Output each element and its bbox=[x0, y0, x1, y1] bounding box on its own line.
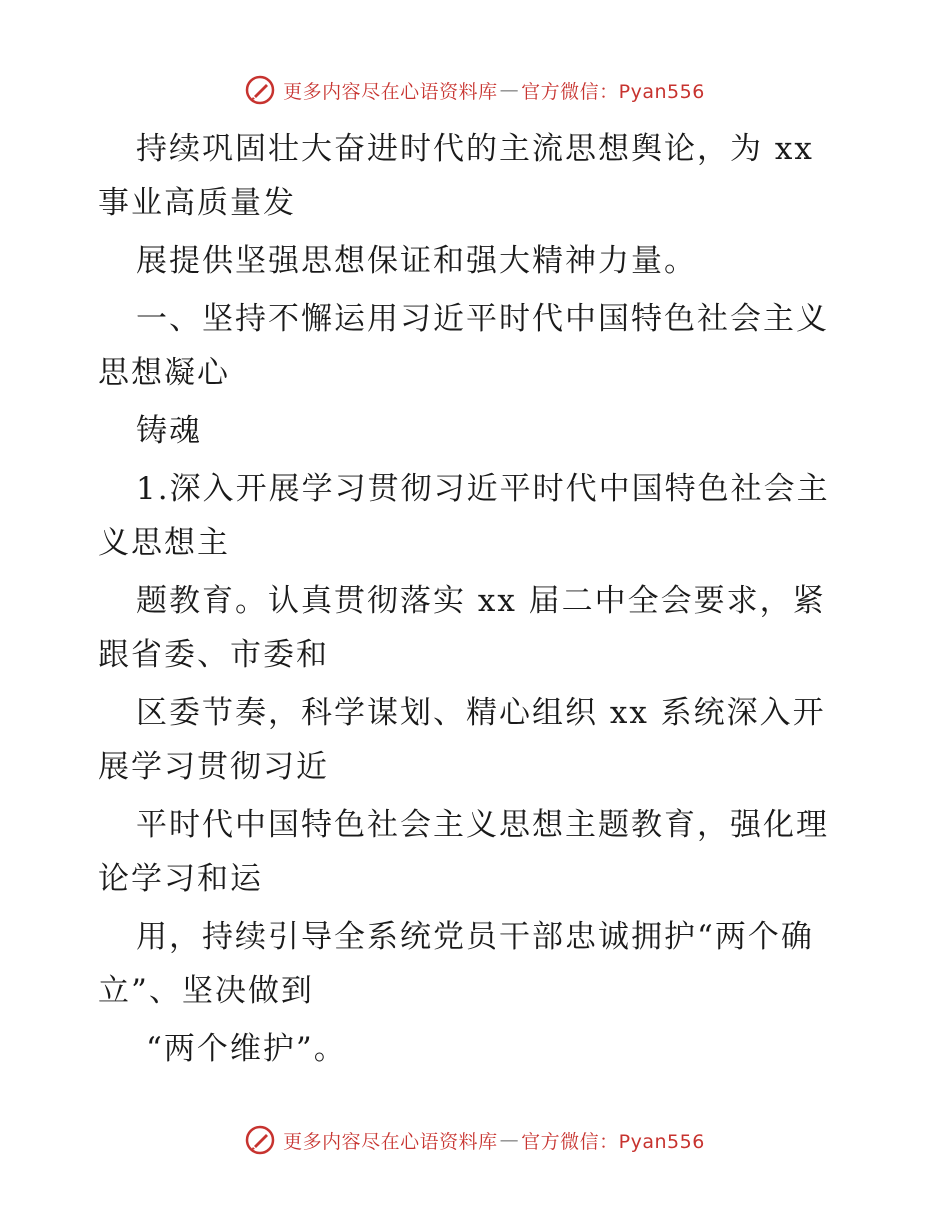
paragraph-line: 用，持续引导全系统党员干部忠诚拥护“两个确 bbox=[136, 919, 814, 955]
paragraph-line: 平时代中国特色社会主义思想主题教育，强化理 bbox=[136, 807, 829, 843]
paragraph-line: 展学习贯彻习近 bbox=[98, 749, 329, 785]
banner-suffix: 官方微信：Pyan556 bbox=[521, 80, 705, 103]
banner-dash: — bbox=[499, 1129, 520, 1151]
paragraph-line: 1.深入开展学习贯彻习近平时代中国特色社会主 bbox=[136, 471, 830, 507]
section-heading-line: 思想凝心 bbox=[98, 355, 230, 391]
footer-banner bbox=[0, 1120, 950, 1160]
header-banner bbox=[0, 70, 950, 110]
quill-logo-icon bbox=[245, 1125, 275, 1155]
paragraph-line: 区委节奏，科学谋划、精心组织 xx 系统深入开 bbox=[136, 695, 826, 731]
paragraph-line: 跟省委、市委和 bbox=[98, 637, 329, 673]
banner-prefix: 更多内容尽在心语资料库 bbox=[283, 1130, 498, 1153]
paragraph-line: 持续巩固壮大奋进时代的主流思想舆论，为 xx bbox=[136, 131, 814, 167]
paragraph-line: 展提供坚强思想保证和强大精神力量。 bbox=[136, 243, 697, 279]
document-body bbox=[98, 122, 850, 1076]
paragraph-line: 题教育。认真贯彻落实 xx 届二中全会要求，紧 bbox=[136, 583, 826, 619]
paragraph-line: 义思想主 bbox=[98, 525, 230, 561]
banner-prefix: 更多内容尽在心语资料库 bbox=[283, 80, 498, 103]
banner-dash: — bbox=[499, 79, 520, 101]
quill-logo-icon bbox=[245, 75, 275, 105]
section-heading-line: 铸魂 bbox=[136, 413, 202, 449]
banner-suffix: 官方微信：Pyan556 bbox=[521, 1130, 705, 1153]
section-heading-line: 一、坚持不懈运用习近平时代中国特色社会主义 bbox=[136, 301, 829, 337]
paragraph-line: “两个维护”。 bbox=[146, 1031, 347, 1067]
paragraph-line: 事业高质量发 bbox=[98, 185, 296, 221]
paragraph-line: 立”、坚决做到 bbox=[98, 973, 314, 1009]
paragraph-line: 论学习和运 bbox=[98, 861, 263, 897]
